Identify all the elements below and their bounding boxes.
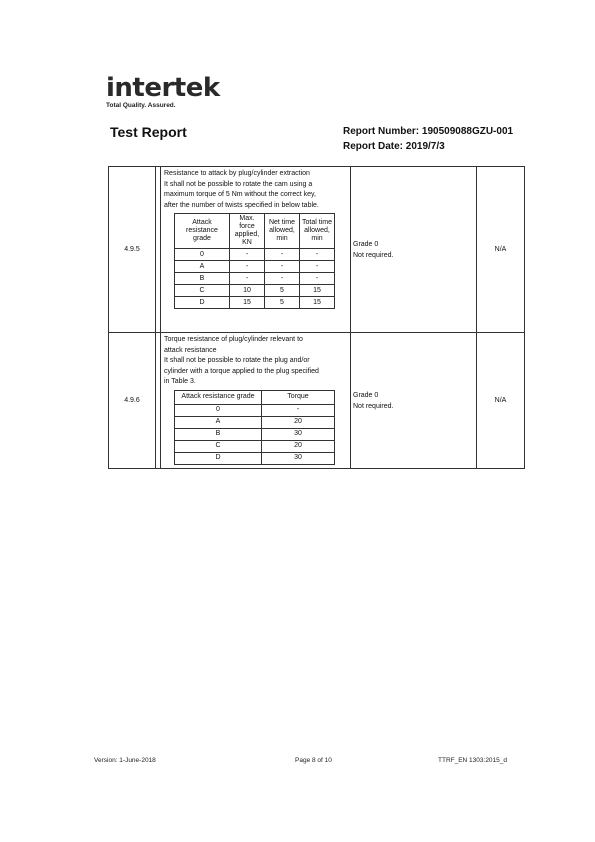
table-cell: - [300,261,335,273]
requirements-table [108,166,525,469]
table-header-row [175,390,335,404]
table-row [109,333,525,469]
table-cell: 20 [262,416,335,428]
table-row [175,273,335,285]
table-cell: 15 [300,297,335,309]
requirement-line: Resistance to attack by plug/cylinder extraction [164,170,310,177]
table-cell: - [262,404,335,416]
result-grade: Grade 0 [353,240,379,248]
table-cell: B [175,273,230,285]
table-cell: B [175,428,262,440]
table-cell: 0 [175,249,230,261]
table-row [175,452,335,464]
requirement-line: in Table 3. [164,378,196,385]
column-header: Attack resistance grade [175,214,230,249]
table-cell: A [175,261,230,273]
table-row [175,261,335,273]
verdict-cell: N/A [477,167,525,333]
result-remark: Not required. [353,251,394,259]
intertek-logo [106,74,220,109]
result-cell [351,167,477,333]
extraction-grade-table [174,213,335,309]
table-row [175,428,335,440]
requirement-line: after the number of twists specified in below table. [164,201,319,209]
table-cell: 30 [262,428,335,440]
table-row [109,167,525,333]
torque-grade-table [174,390,335,465]
clause-number: 4.9.5 [109,167,156,333]
table-cell: A [175,416,262,428]
table-cell: 10 [230,285,265,297]
table-cell: - [230,273,265,285]
requirement-line: maximum torque of 5 Nm without the correct key, [164,191,316,198]
requirement-line: It shall not be possible to rotate the plug and/or [164,357,310,364]
table-cell: 20 [262,440,335,452]
column-header: Total time allowed, min [300,214,335,249]
table-row [175,416,335,428]
footer-form-code: TTRF_EN 1303:2015_d [438,757,508,764]
table-row [175,404,335,416]
result-remark: Not required. [353,402,394,410]
table-cell: 15 [230,297,265,309]
column-header: Attack resistance grade [175,390,262,404]
column-header: Torque [262,390,335,404]
logo-tagline: Total Quality. Assured. [106,102,176,109]
requirement-line: attack resistance [164,346,217,354]
requirement-line: It shall not be possible to rotate the cam using a [164,180,313,188]
table-cell: - [230,261,265,273]
table-cell: 5 [265,285,300,297]
report-date: Report Date: 2019/7/3 [343,141,445,152]
report-number: Report Number: 190509088GZU-001 [343,126,514,137]
table-cell: C [175,440,262,452]
table-cell: 15 [300,285,335,297]
requirement-cell [161,167,351,333]
table-cell: - [300,249,335,261]
table-cell: - [230,249,265,261]
table-cell: D [175,297,230,309]
footer-page-number: Page 8 of 10 [295,757,332,764]
logo-wordmark: intertek [106,73,220,103]
table-cell: 5 [265,297,300,309]
table-row [175,297,335,309]
table-cell: - [300,273,335,285]
table-cell: 30 [262,452,335,464]
table-cell: D [175,452,262,464]
column-header: Net time allowed, min [265,214,300,249]
requirement-line: cylinder with a torque applied to the plug specified [164,367,319,375]
page-title: Test Report [110,124,187,140]
table-cell: - [265,273,300,285]
clause-number: 4.9.6 [109,333,156,469]
verdict-cell: N/A [477,333,525,469]
table-row [175,440,335,452]
footer-version: Version: 1-June-2018 [94,757,156,764]
table-cell: C [175,285,230,297]
table-row [175,285,335,297]
table-cell: - [265,261,300,273]
result-grade: Grade 0 [353,391,379,399]
result-cell [351,333,477,469]
table-cell: - [265,249,300,261]
table-header-row [175,214,335,249]
column-header: Max. force applied, KN [230,214,265,249]
requirement-cell [161,333,351,469]
table-cell: 0 [175,404,262,416]
requirement-line: Torque resistance of plug/cylinder relevant to [164,336,303,343]
table-row [175,249,335,261]
